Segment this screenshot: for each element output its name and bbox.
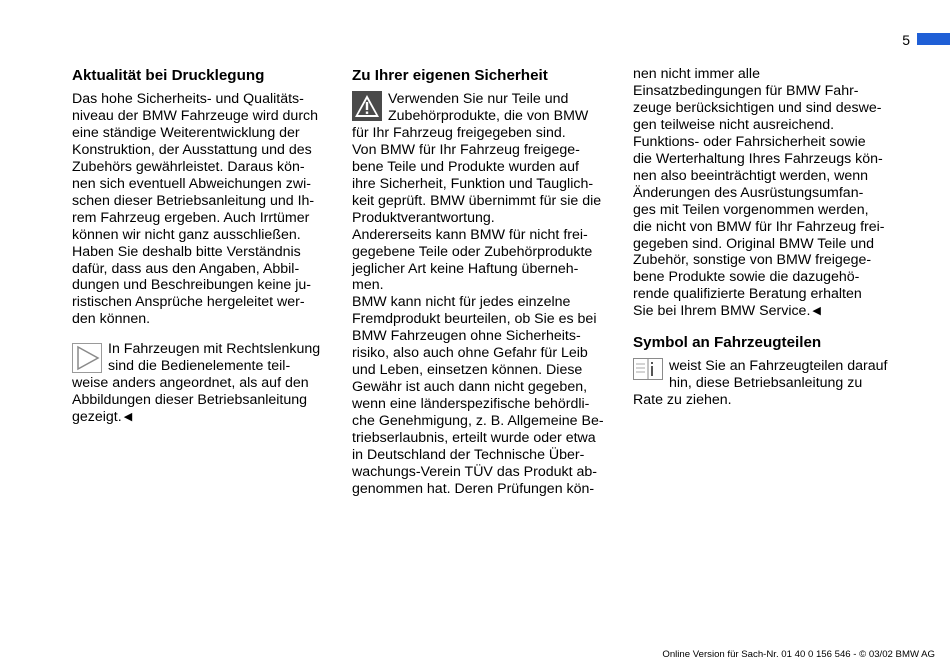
text-line: dafür, dass aus den Angaben, Abbil- xyxy=(72,260,300,277)
text-line: für Ihr Fahrzeug freigegeben sind. xyxy=(352,124,566,141)
text-line: gegeben sind. Original BMW Teile und xyxy=(633,235,875,252)
text-line: keit geprüft. BMW übernimmt für sie die xyxy=(352,192,602,209)
section-gap xyxy=(633,320,908,333)
text-line: Fremdprodukt beurteilen, ob Sie es bei xyxy=(352,311,597,328)
text-line: Zubehör, sonstige von BMW freigege- xyxy=(633,252,872,269)
text-line: und Leben, einsetzen können. Diese xyxy=(352,362,583,379)
end-marker-icon: ◀ xyxy=(123,411,133,424)
text-line: triebserlaubnis, erteilt wurde oder etwa xyxy=(352,430,596,447)
text-line: ges mit Teilen vorgenommen werden, xyxy=(633,201,869,218)
text-line: che Genehmigung, z. B. Allgemeine Be- xyxy=(352,413,604,430)
text-line: Einsatzbedingungen für BMW Fahr- xyxy=(633,82,859,99)
text-line: Zubehörs gewährleistet. Daraus kön- xyxy=(72,158,305,175)
text-line: dungen und Beschreibungen keine ju- xyxy=(72,277,312,294)
text-line: wenn eine länderspezifische behördli- xyxy=(352,396,590,413)
text-line: BMW kann nicht für jedes einzelne xyxy=(352,294,571,311)
text-line: Rate zu ziehen. xyxy=(633,392,732,409)
section-heading-aktualitaet: Aktualität bei Drucklegung xyxy=(72,67,265,84)
text-line xyxy=(633,303,908,320)
text-line: Zubehörprodukte, die von BMW xyxy=(388,107,589,124)
text-line: jeglicher Art keine Haftung überneh- xyxy=(352,260,579,277)
text-line: gen teilweise nicht ausreichend. xyxy=(633,116,835,133)
text-line: bene Produkte sowie die dazugehö- xyxy=(633,269,860,286)
text-line: Andererseits kann BMW für nicht frei- xyxy=(352,226,588,243)
text-line: Änderungen des Ausrüstungsumfan- xyxy=(633,184,864,201)
text-line: ristischen Ansprüche hergeleitet wer- xyxy=(72,294,305,311)
column-1 xyxy=(72,66,340,426)
text-line: zeuge berücksichtigen und sind deswe- xyxy=(633,99,882,116)
text-line: In Fahrzeugen mit Rechtslenkung xyxy=(108,341,321,358)
text-line: weist Sie an Fahrzeugteilen darauf xyxy=(669,358,888,375)
text-line: schen dieser Betriebsanleitung und Ih- xyxy=(72,192,315,209)
text-line: Von BMW für Ihr Fahrzeug freigege- xyxy=(352,141,580,158)
text-line: in Deutschland der Technische Über- xyxy=(352,447,585,464)
text-line: niveau der BMW Fahrzeuge wird durch xyxy=(72,107,319,124)
section-body-continued xyxy=(633,66,908,320)
column-3 xyxy=(633,66,908,409)
text-line: weise anders angeordnet, als auf den xyxy=(72,375,309,392)
text-line: bene Teile und Produkte wurden auf xyxy=(352,158,579,175)
warning-icon xyxy=(352,91,382,121)
text-line: rem Fahrzeug ergeben. Auch Irrtümer xyxy=(72,209,310,226)
text-line: nen also beeinträchtigt werden, wenn xyxy=(633,167,869,184)
triangle-arrow-icon xyxy=(72,343,102,373)
text-line: Funktions- oder Fahrsicherheit sowie xyxy=(633,133,866,150)
text-line: gegebene Teile oder Zubehörprodukte xyxy=(352,243,593,260)
text-line: rende qualifizierte Beratung erhalten xyxy=(633,286,862,303)
text-line: Das hohe Sicherheits- und Qualitäts- xyxy=(72,91,304,107)
page-tab-marker xyxy=(917,33,950,45)
text-line: die nicht von BMW für Ihr Fahrzeug frei- xyxy=(633,218,885,235)
text-line: die Werterhaltung Ihres Fahrzeugs kön- xyxy=(633,150,883,167)
text-line: hin, diese Betriebsanleitung zu xyxy=(669,375,863,392)
text-line: sind die Bedienelemente teil- xyxy=(108,358,291,375)
text-line: risiko, also auch ohne Gefahr für Leib xyxy=(352,345,588,362)
section-body-aktualitaet xyxy=(72,91,340,328)
text-line-end: gezeigt. xyxy=(72,409,122,426)
text-line: men. xyxy=(352,277,384,294)
footer-copyright: Online Version für Sach-Nr. 01 40 0 156 546 - © 03/02 BMW AG xyxy=(662,649,935,660)
text-line: Verwenden Sie nur Teile und xyxy=(388,91,569,107)
section-body-symbol xyxy=(633,358,908,409)
text-line: wachungs-Verein TÜV das Produkt ab- xyxy=(352,463,597,480)
text-line-end: Sie bei Ihrem BMW Service. xyxy=(633,303,811,320)
text-line: eine ständige Weiterentwicklung der xyxy=(72,124,300,141)
text-line: genommen hat. Deren Prüfungen kön- xyxy=(352,480,595,497)
section-heading-symbol: Symbol an Fahrzeugteilen xyxy=(633,334,822,352)
text-line: Produktverantwortung. xyxy=(352,209,495,226)
text-line: nen sich eventuell Abweichungen zwi- xyxy=(72,175,311,192)
text-line: nen nicht immer alle xyxy=(633,66,760,82)
note-right-hand-drive xyxy=(72,341,340,426)
text-line: Gewähr ist auch dann nicht gegeben, xyxy=(352,379,588,396)
end-marker-icon: ◀ xyxy=(812,305,821,318)
manual-book-icon xyxy=(633,358,663,380)
column-2 xyxy=(352,66,624,498)
text-line xyxy=(72,409,340,426)
page-number: 5 xyxy=(902,32,910,48)
text-line: Konstruktion, der Ausstattung und des xyxy=(72,141,312,158)
text-line: den können. xyxy=(72,311,151,328)
text-line: Abbildungen dieser Betriebsanleitung xyxy=(72,392,308,409)
text-line: BMW Fahrzeugen ohne Sicherheits- xyxy=(352,328,581,345)
section-heading-sicherheit: Zu Ihrer eigenen Sicherheit xyxy=(352,67,548,84)
text-line: können wir nicht ganz ausschließen. xyxy=(72,226,301,243)
text-line: Haben Sie deshalb bitte Verständnis xyxy=(72,243,301,260)
text-line: ihre Sicherheit, Funktion und Tauglich- xyxy=(352,175,594,192)
section-body-sicherheit xyxy=(352,91,624,498)
